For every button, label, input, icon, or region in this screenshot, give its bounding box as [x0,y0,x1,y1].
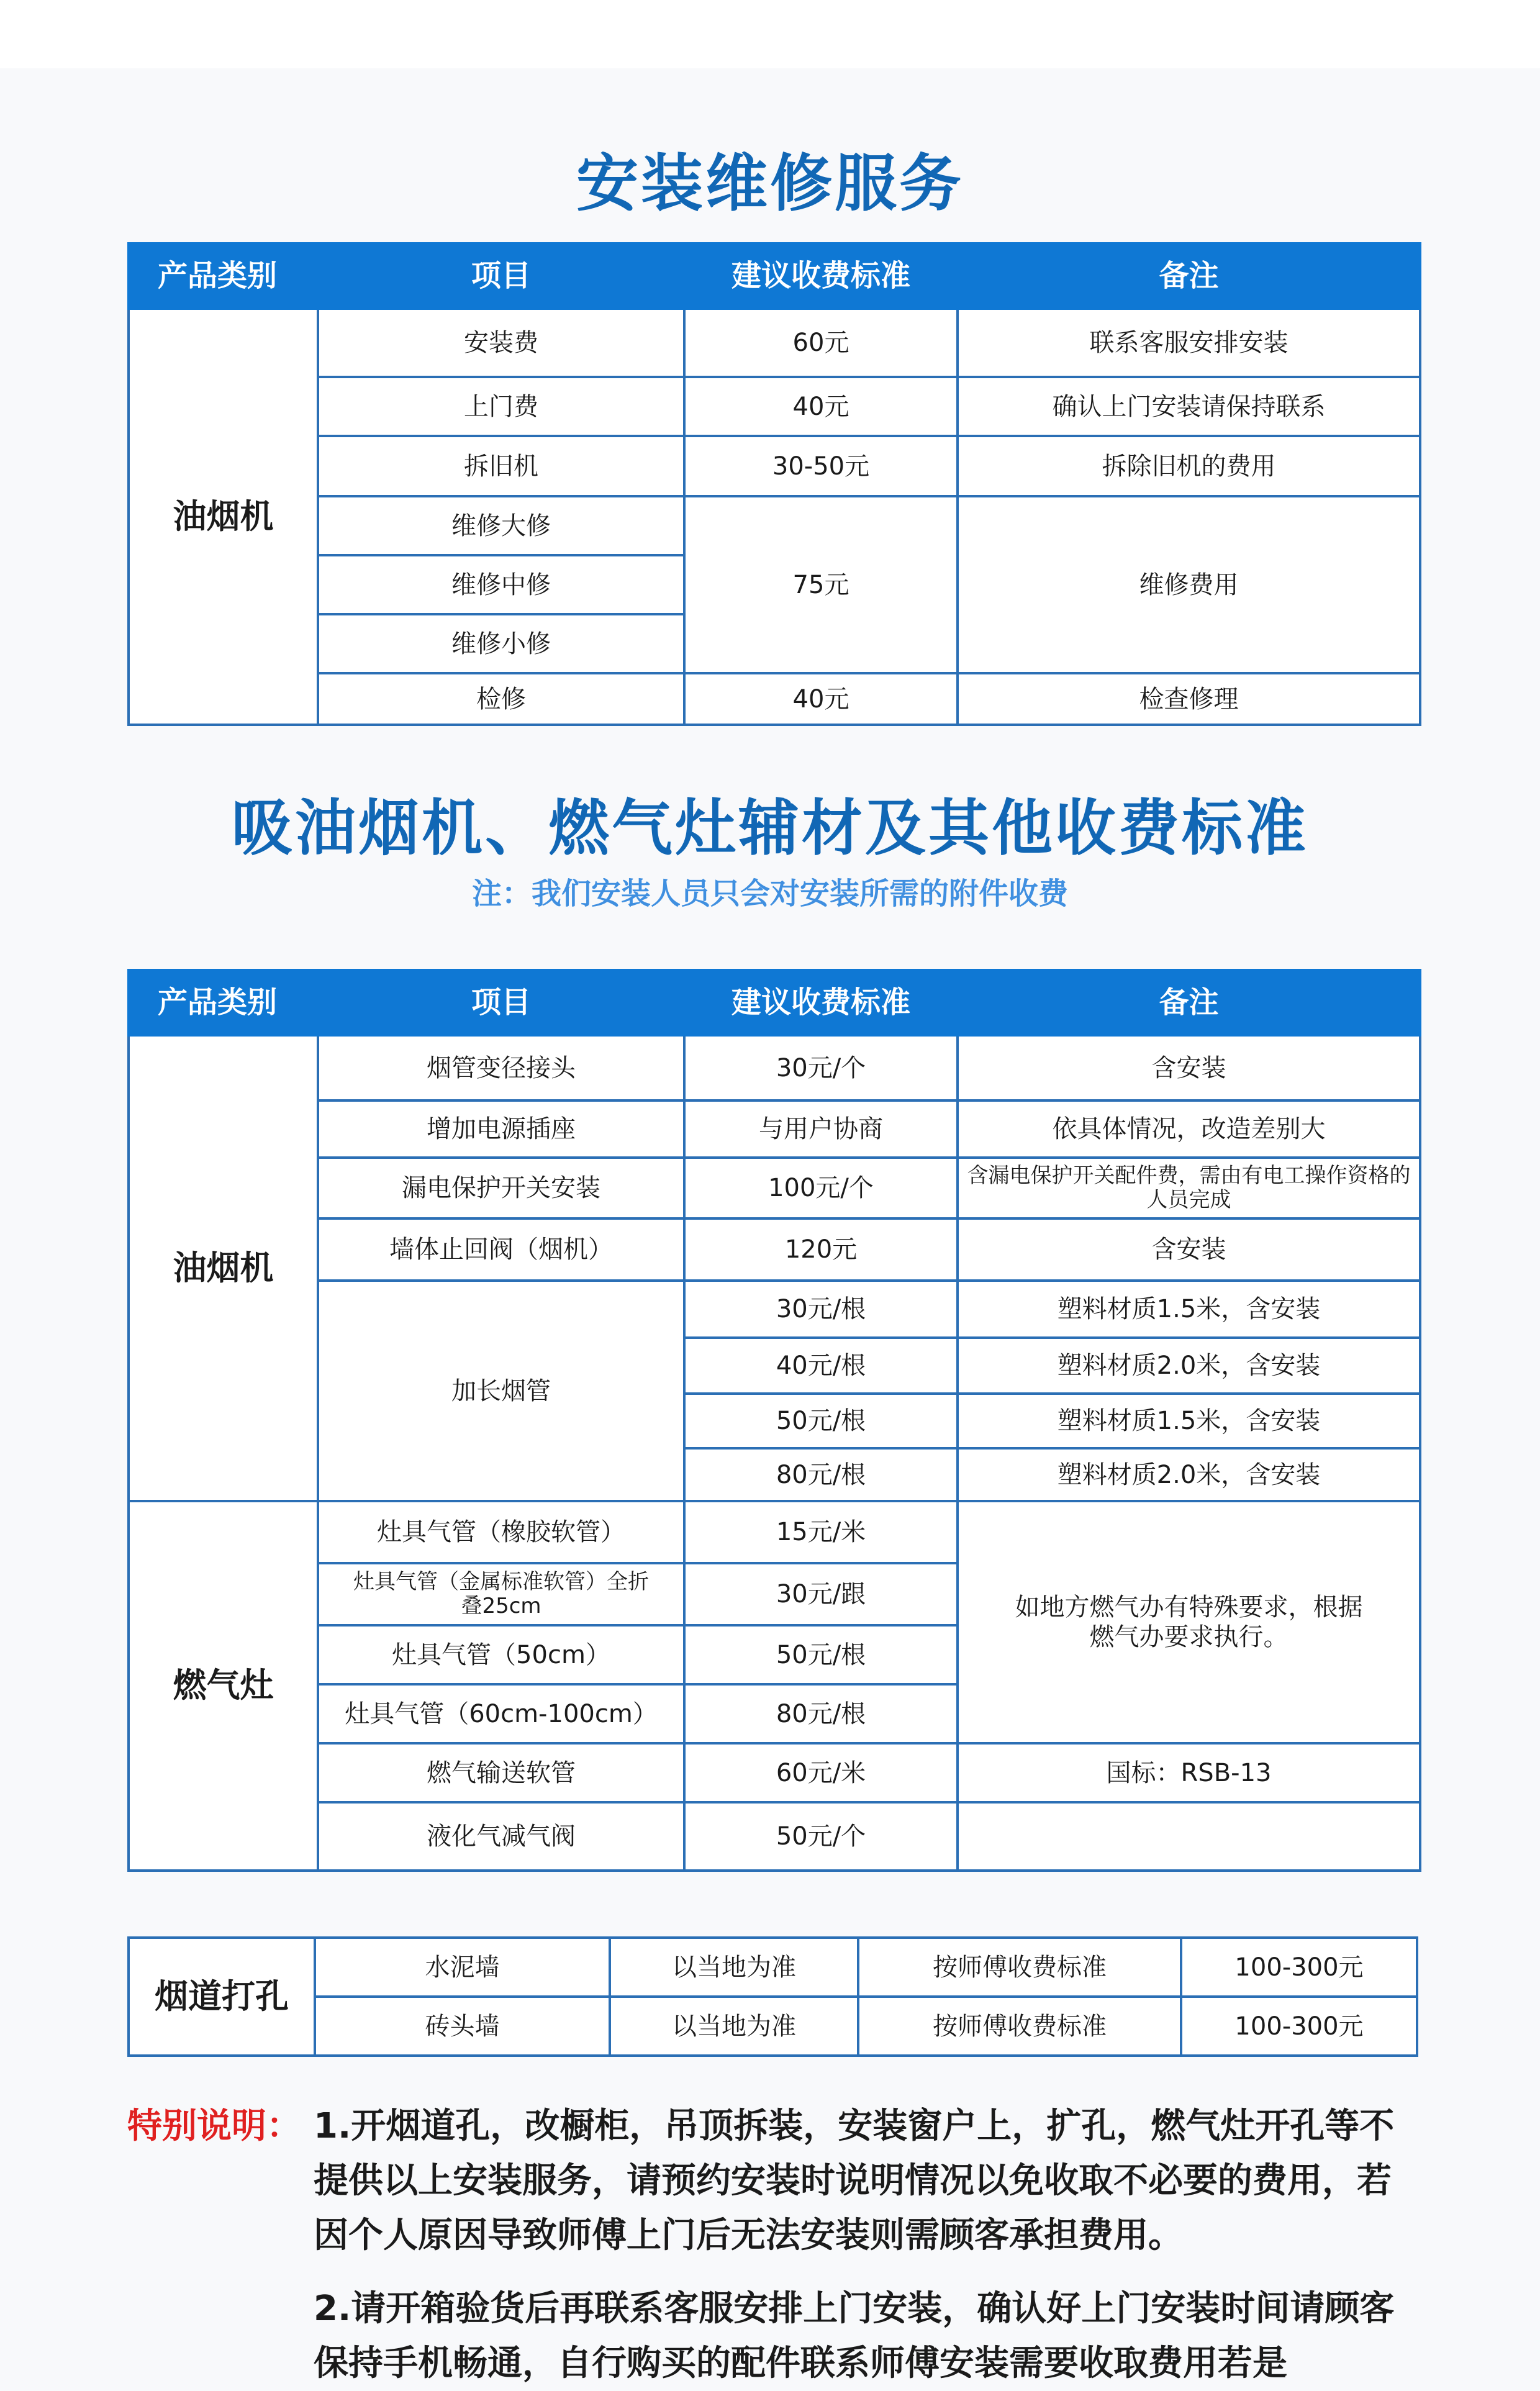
header-price: 建议收费标准 [684,243,958,309]
table-row [129,436,1420,496]
notes-label: 特别说明： [127,2106,301,2146]
note-cell: 塑料材质1.5米，含安装 [958,1394,1420,1448]
table-row [129,673,1420,725]
table-row [129,1158,1420,1218]
category-cell: 烟道打孔 [129,1938,315,2056]
price-cell: 30-50元 [684,436,958,496]
table-row [129,377,1420,436]
item-cell: 拆旧机 [318,436,684,496]
standard-cell: 按师傅收费标准 [858,1938,1181,1997]
table-row [129,1035,1420,1100]
price-cell: 80元/根 [684,1684,958,1743]
price-cell: 100-300元 [1181,1997,1417,2056]
price-cell: 30元/跟 [684,1563,958,1625]
price-cell: 60元 [684,309,958,377]
item-cell: 燃气输送软管 [318,1743,684,1802]
table-row [129,1501,1420,1563]
note-cell: 含安装 [958,1218,1420,1281]
price-cell: 100元/个 [684,1158,958,1218]
price-cell: 80元/根 [684,1448,958,1501]
header-note: 备注 [958,243,1420,309]
section2-title: 吸油烟机、燃气灶辅材及其他收费标准 [231,793,1308,864]
top-band [0,0,1540,68]
note-cell: 含安装 [958,1035,1420,1100]
item-cell: 灶具气管（橡胶软管） [318,1501,684,1563]
wall-cell: 水泥墙 [315,1938,610,1997]
item-cell: 加长烟管 [318,1281,684,1501]
table-row [129,1743,1420,1802]
note-cell: 维修费用 [958,496,1420,673]
table-row [129,1802,1420,1871]
table-row [129,1938,1417,1997]
install-repair-table [127,242,1421,726]
item-cell: 烟管变径接头 [318,1035,684,1100]
header-category: 产品类别 [129,243,318,309]
notes-paragraph-1: 1.开烟道孔，改橱柜，吊顶拆装，安装窗户上，扩孔，燃气灶开孔等不提供以上安装服务，请预约安装时说明情况以免收取不必要的费用，若因个人原因导致师傅上门后无法安装则需顾客承担费用。 [314,2106,1395,2256]
table-row [129,1100,1420,1158]
special-notes [127,2099,1419,2391]
item-cell: 灶具气管（50cm） [318,1625,684,1684]
item-cell: 墙体止回阀（烟机） [318,1218,684,1281]
price-cell: 60元/米 [684,1743,958,1802]
price-cell: 30元/根 [684,1281,958,1338]
item-cell: 上门费 [318,377,684,436]
basis-cell: 以当地为准 [610,1938,858,1997]
price-cell: 与用户协商 [684,1100,958,1158]
note-cell: 检查修理 [958,673,1420,725]
table-header-row [129,970,1420,1035]
item-cell: 安装费 [318,309,684,377]
section2-subtitle: 注：我们安装人员只会对安装所需的附件收费 [471,876,1068,911]
note-cell: 塑料材质2.0米，含安装 [958,1448,1420,1501]
header-item: 项目 [318,243,684,309]
note-cell: 国标：RSB-13 [958,1743,1420,1802]
header-price: 建议收费标准 [684,970,958,1035]
note-cell: 联系客服安排安装 [958,309,1420,377]
item-cell: 漏电保护开关安装 [318,1158,684,1218]
note-cell: 依具体情况，改造差别大 [958,1100,1420,1158]
note-cell: 拆除旧机的费用 [958,436,1420,496]
table-row [129,1218,1420,1281]
price-cell: 40元 [684,673,958,725]
header-item: 项目 [318,970,684,1035]
accessories-table [127,969,1421,1872]
table-row [129,309,1420,377]
price-cell: 120元 [684,1218,958,1281]
item-cell: 灶具气管（60cm-100cm） [318,1684,684,1743]
item-cell: 液化气减气阀 [318,1802,684,1871]
item-cell: 维修小修 [318,614,684,673]
item-cell: 检修 [318,673,684,725]
price-cell: 100-300元 [1181,1938,1417,1997]
price-cell: 50元/根 [684,1394,958,1448]
category-cell: 油烟机 [129,309,318,725]
price-cell: 50元/根 [684,1625,958,1684]
note-cell: 如地方燃气办有特殊要求，根据燃气办要求执行。 [958,1501,1420,1743]
price-cell: 40元/根 [684,1338,958,1394]
header-category: 产品类别 [129,970,318,1035]
header-note: 备注 [958,970,1420,1035]
table-row [129,1997,1417,2056]
flue-drilling-table [127,1936,1418,2057]
table-header-row [129,243,1420,309]
note-cell [958,1802,1420,1871]
notes-paragraph-2: 2.请开箱验货后再联系客服安排上门安装，确认好上门安装时间请顾客保持手机畅通，自行购买的配件联系师傅安装需要收取费用若是 [314,2289,1395,2384]
price-cell: 50元/个 [684,1802,958,1871]
price-cell: 15元/米 [684,1501,958,1563]
item-cell: 维修中修 [318,555,684,614]
table-row [129,496,1420,555]
standard-cell: 按师傅收费标准 [858,1997,1181,2056]
category-cell: 燃气灶 [129,1501,318,1871]
note-cell: 塑料材质1.5米，含安装 [958,1281,1420,1338]
basis-cell: 以当地为准 [610,1997,858,2056]
price-cell: 75元 [684,496,958,673]
item-cell: 增加电源插座 [318,1100,684,1158]
price-cell: 30元/个 [684,1035,958,1100]
price-cell: 40元 [684,377,958,436]
wall-cell: 砖头墙 [315,1997,610,2056]
note-cell: 含漏电保护开关配件费，需由有电工操作资格的人员完成 [958,1158,1420,1218]
item-cell: 灶具气管（金属标准软管）全折叠25cm [318,1563,684,1625]
note-cell: 塑料材质2.0米，含安装 [958,1338,1420,1394]
item-cell: 维修大修 [318,496,684,555]
table-row [129,1281,1420,1338]
section1-title: 安装维修服务 [576,147,964,220]
category-cell: 油烟机 [129,1035,318,1501]
note-cell: 确认上门安装请保持联系 [958,377,1420,436]
